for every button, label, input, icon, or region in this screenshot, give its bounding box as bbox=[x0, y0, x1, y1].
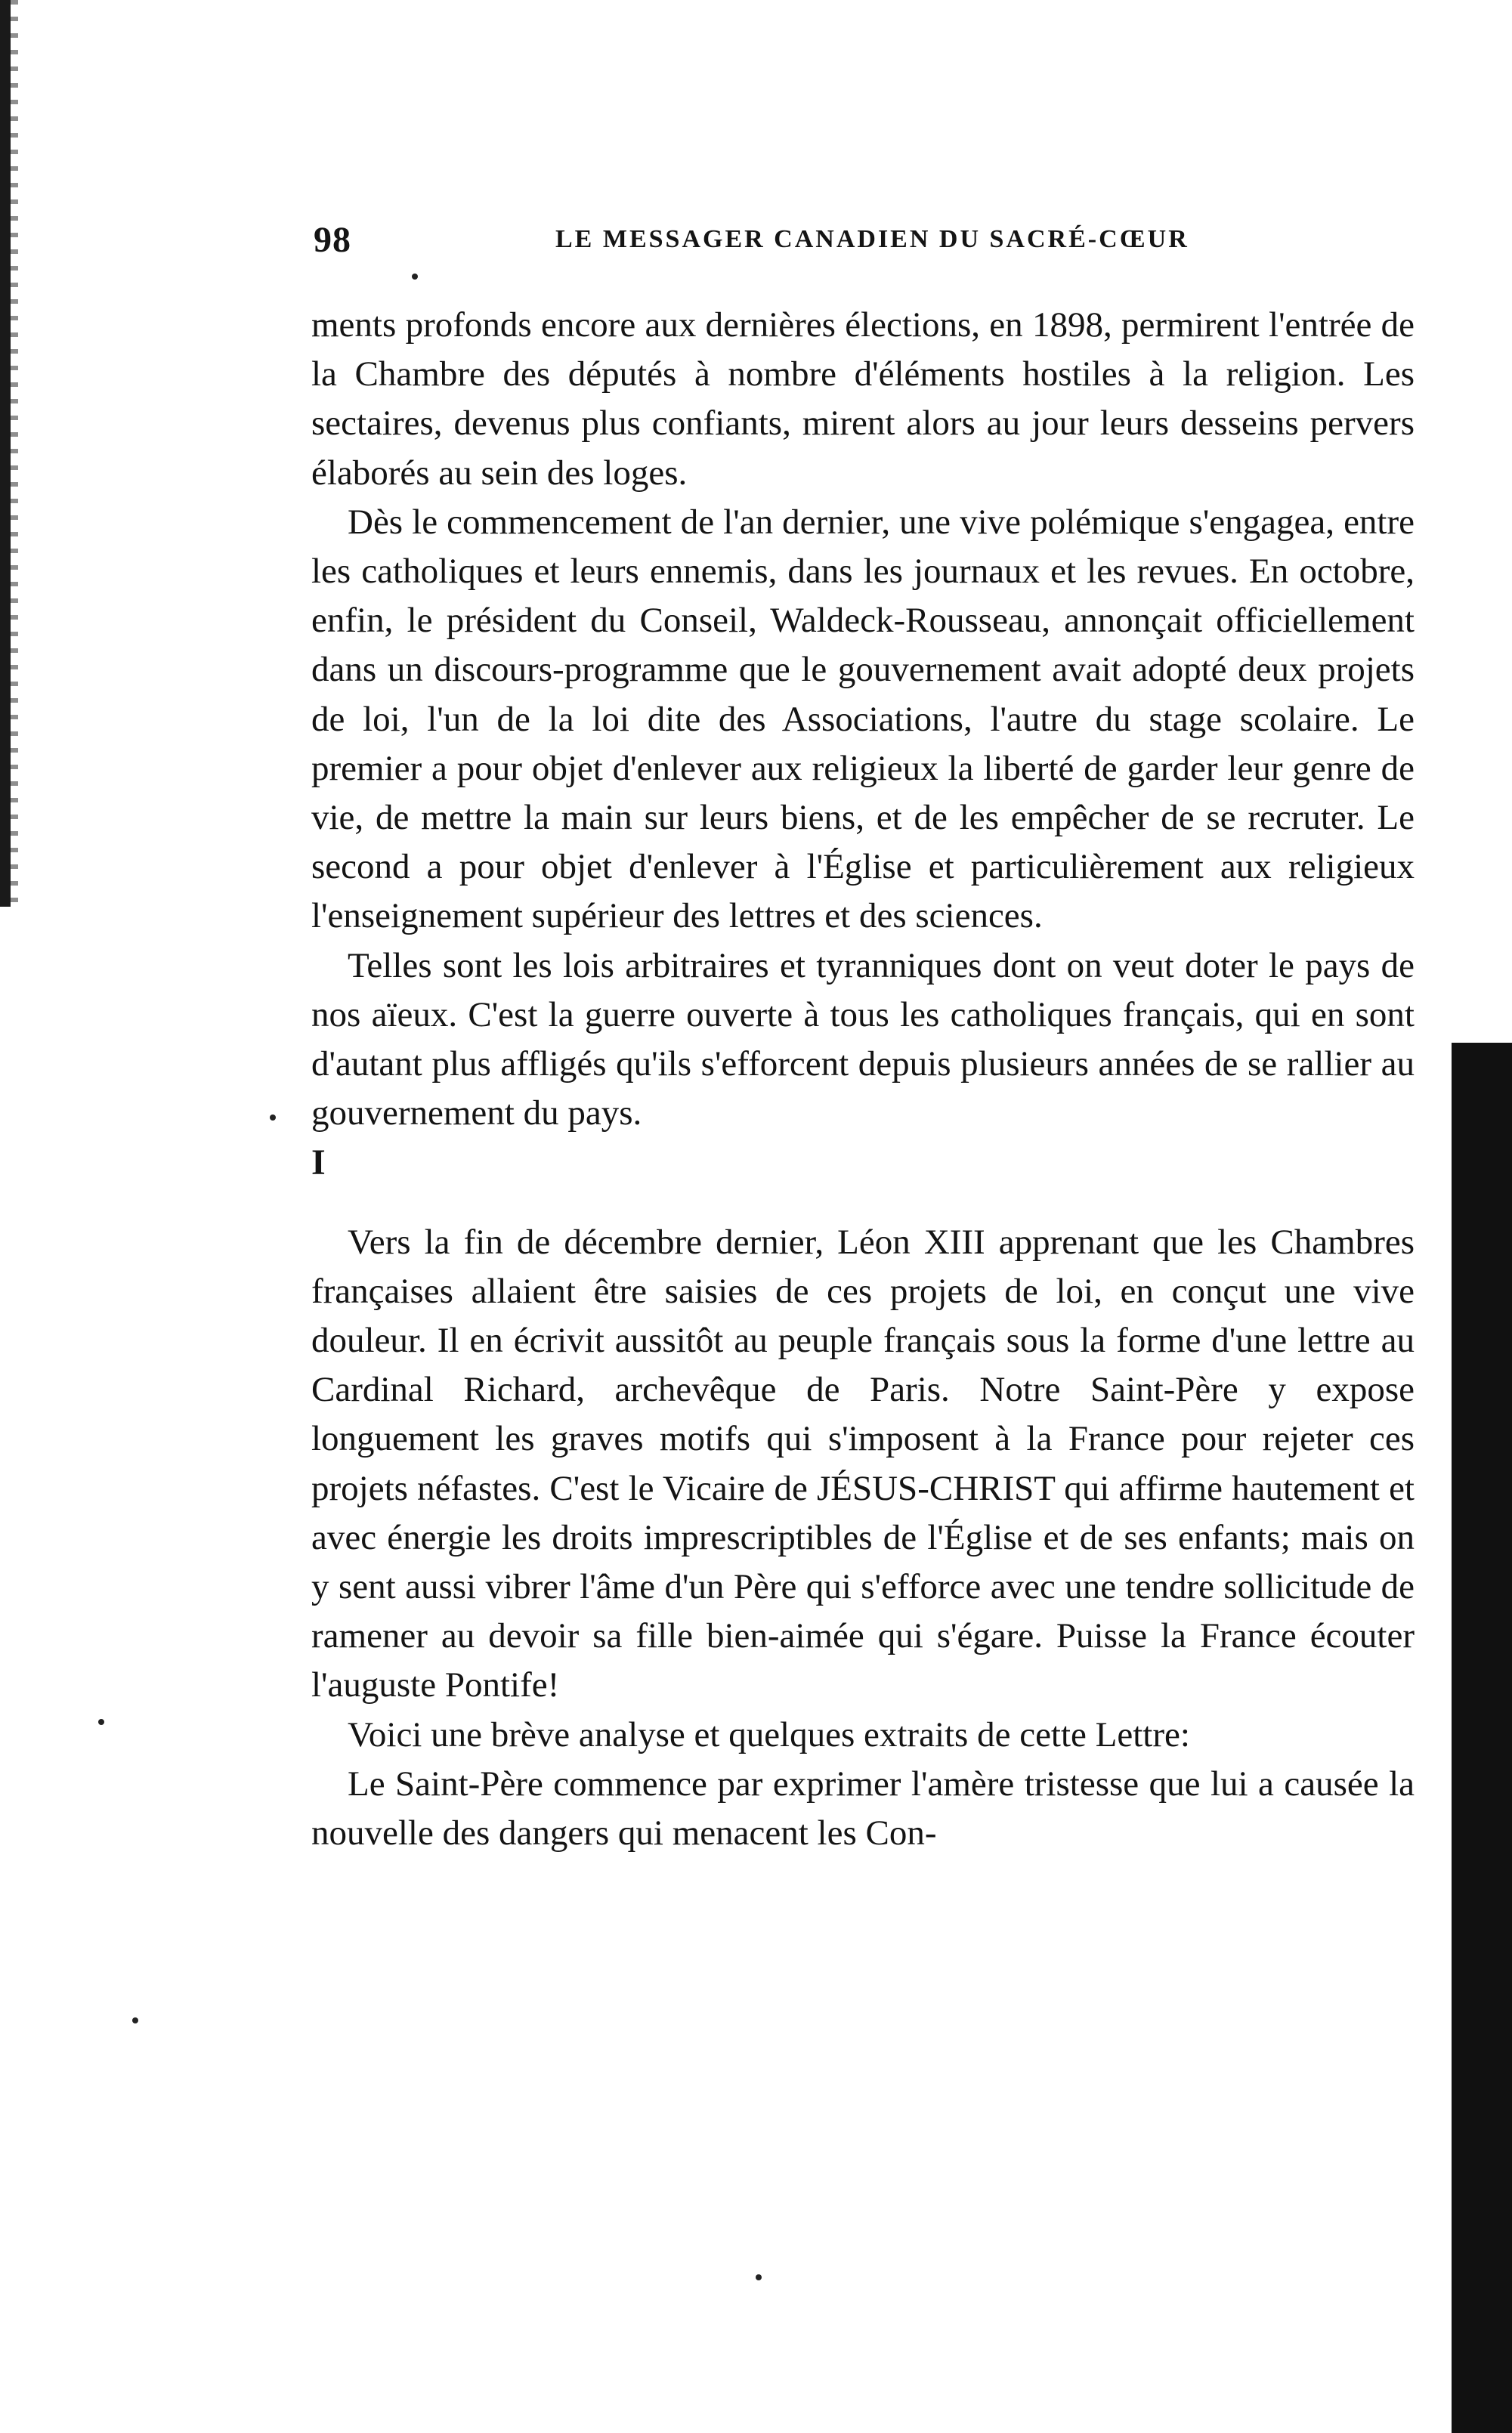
journal-title: LE MESSAGER CANADIEN DU SACRÉ-CŒUR bbox=[555, 225, 1189, 253]
scan-speck bbox=[756, 2274, 762, 2280]
scan-border-right bbox=[1452, 1043, 1512, 2433]
scan-border-left bbox=[0, 0, 11, 907]
paragraph-analyse: Voici une brève analyse et quelques extraits de cette Lettre: bbox=[348, 1714, 1190, 1754]
scan-speck bbox=[98, 1719, 104, 1725]
body-text bbox=[311, 301, 1415, 1858]
page-number: 98 bbox=[314, 220, 351, 260]
scan-speck bbox=[132, 2017, 138, 2023]
paragraph-saint-pere: Le Saint-Père commence par exprimer l'amère tristesse que lui a causée la nouvelle des dangers qui menacent les Con- bbox=[311, 1764, 1415, 1853]
scan-speck bbox=[412, 274, 418, 280]
running-head bbox=[314, 219, 1281, 264]
paragraph-lois: Telles sont les lois arbitraires et tyranniques dont on veut doter le pays de nos aïeux. C'est la guerre ouverte à tous les catholiques français, qui en sont d'autant plus affligés qu'ils s'efforcent depuis plusieurs années de se rallier au gouvernement du pays. bbox=[311, 945, 1415, 1133]
section-numeral: I bbox=[311, 1142, 326, 1183]
paragraph-continuation: ments profonds encore aux dernières élections, en 1898, permirent l'entrée de la Chambre des députés à nombre d'éléments hostiles à la religion. Les sectaires, devenus plus confiants, mirent alors au jour leurs desseins pervers élaborés au sein des loges. bbox=[311, 305, 1415, 493]
paragraph-polemique: Dès le commencement de l'an dernier, une vive polémique s'engagea, entre les catholiques et leurs ennemis, dans les journaux et les revues. En octobre, enfin, le président du Conseil, Waldeck-Rousseau, annonçait officiellement dans un discours-programme que le gouvernement avait adopté deux projets de loi, l'un de la loi dite des Associations, l'autre du stage scolaire. Le premier a pour objet d'enlever aux religieux la liberté de garder leur genre de vie, de mettre la main sur leurs biens, et de les empêcher de se recruter. Le second a pour objet d'enlever à l'Église et particulièrement aux religieux l'enseignement supérieur des lettres et des sciences. bbox=[311, 502, 1415, 936]
scan-speck bbox=[270, 1114, 276, 1121]
scan-border-left-speckle bbox=[11, 0, 18, 907]
paragraph-leon-xiii: Vers la fin de décembre dernier, Léon XIII apprenant que les Chambres françaises allaient être saisies de ces projets de loi, en conçut une vive douleur. Il en écrivit aussitôt au peuple français sous la forme d'une lettre au Cardinal Richard, archevêque de Paris. Notre Saint-Père y expose longuement les graves motifs qui s'imposent à la France pour rejeter ces projets néfastes. C'est le Vicaire de JÉSUS-CHRIST qui affirme hautement et avec énergie les droits imprescriptibles de l'Église et de ses enfants; mais on y sent aussi vibrer l'âme d'un Père qui s'efforce avec une tendre sollicitude de ramener au devoir sa fille bien-aimée qui s'égare. Puisse la France écouter l'auguste Pontife! bbox=[311, 1222, 1415, 1705]
